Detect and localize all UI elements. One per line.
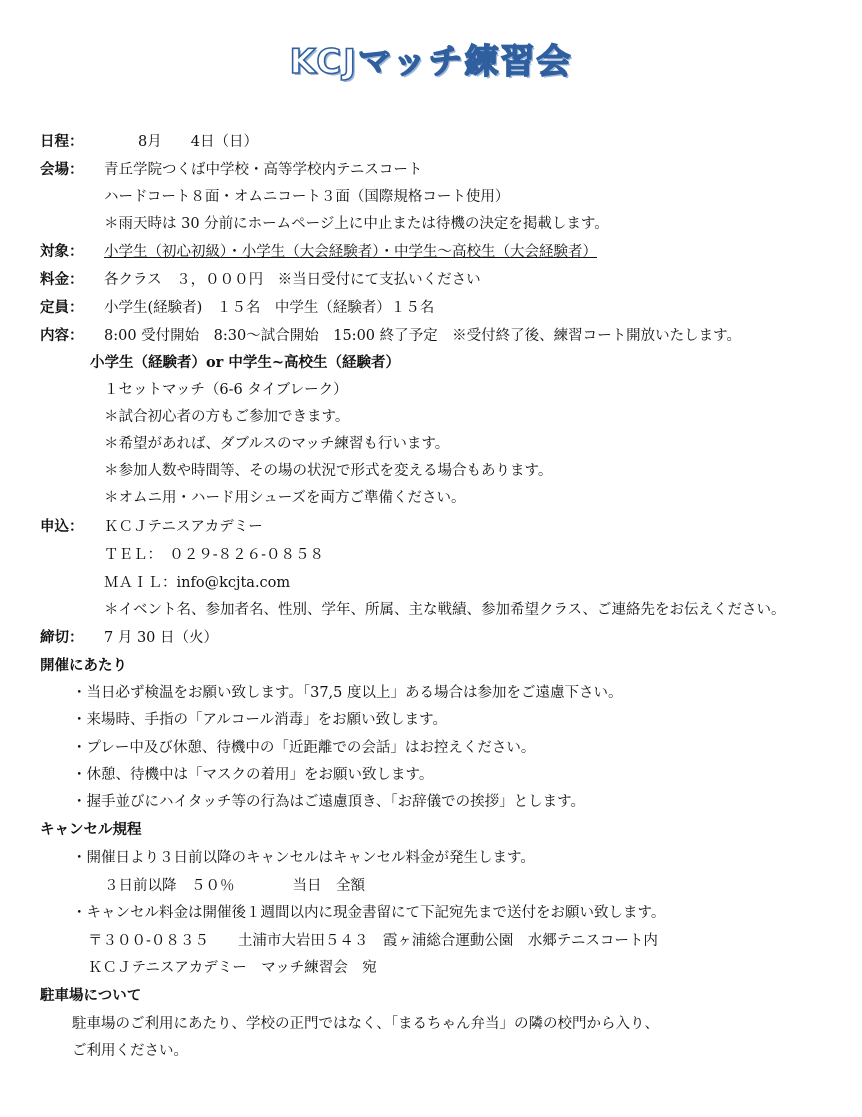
venue-line: ハードコート８面・オムニコート３面（国際規格コート使用） [104, 189, 510, 205]
hosting-heading: 開催にあたり [40, 657, 127, 674]
hosting-item: ・プレー中及び休憩、待機中の「近距離での会話」はお控えください。 [72, 740, 536, 756]
content-line: ＊試合初心者の方もご参加できます。 [104, 409, 350, 425]
cancel-address: 〒３００-０８３５ 土浦市大岩田５４３ 霞ヶ浦総合運動公園 水郷テニスコート内 [88, 933, 658, 949]
parking-line: ご利用ください。 [72, 1043, 188, 1059]
target-label: 対象： [40, 243, 84, 260]
content-line: １セットマッチ（6-6 タイブレーク） [104, 382, 348, 398]
page-title: KCJマッチ練習会 [289, 42, 573, 82]
fee-value: 各クラス ３，０００円 ※当日受付にて支払いください [104, 272, 481, 288]
apply-org: ＫＣＪテニスアカデミー [104, 519, 263, 535]
schedule-label: 日程： [40, 133, 84, 150]
capacity-value: 小学生(経験者) １５名 中学生（経験者）１５名 [104, 300, 435, 316]
content-value: 8:00 受付開始 8:30～試合開始 15:00 終了予定 ※受付終了後、練習コート開放いたします。 [104, 328, 741, 344]
parking-heading: 駐車場について [40, 987, 142, 1004]
apply-label: 申込： [40, 518, 84, 535]
cancel-line: ・キャンセル料金は開催後１週間以内に現金書留にて下記宛先まで送付をお願い致します。 [72, 905, 666, 921]
apply-note: ＊イベント名、参加者名、性別、学年、所属、主な戦績、参加希望クラス、ご連絡先をお伝えください。 [104, 602, 786, 618]
deadline-value: 7 月 30 日（火） [104, 630, 219, 646]
parking-line: 駐車場のご利用にあたり、学校の正門ではなく、「まるちゃん弁当」の隣の校門から入り、 [72, 1016, 659, 1032]
hosting-item: ・当日必ず検温をお願い致します。「37,5 度以上」ある場合は参加をご遠慮下さい。 [72, 685, 623, 701]
content-line: ＊希望があれば、ダブルスのマッチ練習も行います。 [104, 436, 450, 452]
cancel-heading: キャンセル規程 [40, 821, 142, 838]
hosting-item: ・握手並びにハイタッチ等の行為はご遠慮頂き、「お辞儀での挨拶」とします。 [72, 794, 586, 810]
cancel-line: ・開催日より３日前以降のキャンセルはキャンセル料金が発生します。 [72, 850, 535, 866]
capacity-label: 定員： [40, 299, 84, 316]
target-value: 小学生（初心初級）・小学生（大会経験者）・中学生～高校生（大会経験者） [104, 244, 597, 260]
venue-label: 会場： [40, 161, 84, 178]
venue-note: ＊雨天時は 30 分前にホームページ上に中止または待機の決定を掲載します。 [104, 216, 609, 232]
schedule-value: 8月 4日（日） [138, 134, 258, 150]
hosting-item: ・休憩、待機中は「マスクの着用」をお願い致します。 [72, 767, 434, 783]
cancel-rate: ３日前以降 ５０％ 当日 全額 [104, 878, 365, 894]
content-line: ＊参加人数や時間等、その場の状況で形式を変える場合もあります。 [104, 463, 553, 479]
deadline-label: 締切： [40, 629, 84, 646]
cancel-recipient: ＫＣＪテニスアカデミー マッチ練習会 宛 [88, 960, 377, 976]
fee-label: 料金： [40, 271, 84, 288]
apply-tel: ＴＥＬ： ０２９-８２６-０８５８ [104, 547, 325, 563]
content-line: ＊オムニ用・ハード用シューズを両方ご準備ください。 [104, 490, 466, 506]
venue-line: 青丘学院つくば中学校・高等学校内テニスコート [104, 162, 423, 178]
content-subheading: 小学生（経験者）or 中学生~高校生（経験者） [90, 354, 401, 371]
hosting-item: ・来場時、手指の「アルコール消毒」をお願い致します。 [72, 712, 447, 728]
content-label: 内容： [40, 327, 84, 344]
apply-mail: ＭＡＩＬ：info@kcjta.com [104, 575, 291, 591]
